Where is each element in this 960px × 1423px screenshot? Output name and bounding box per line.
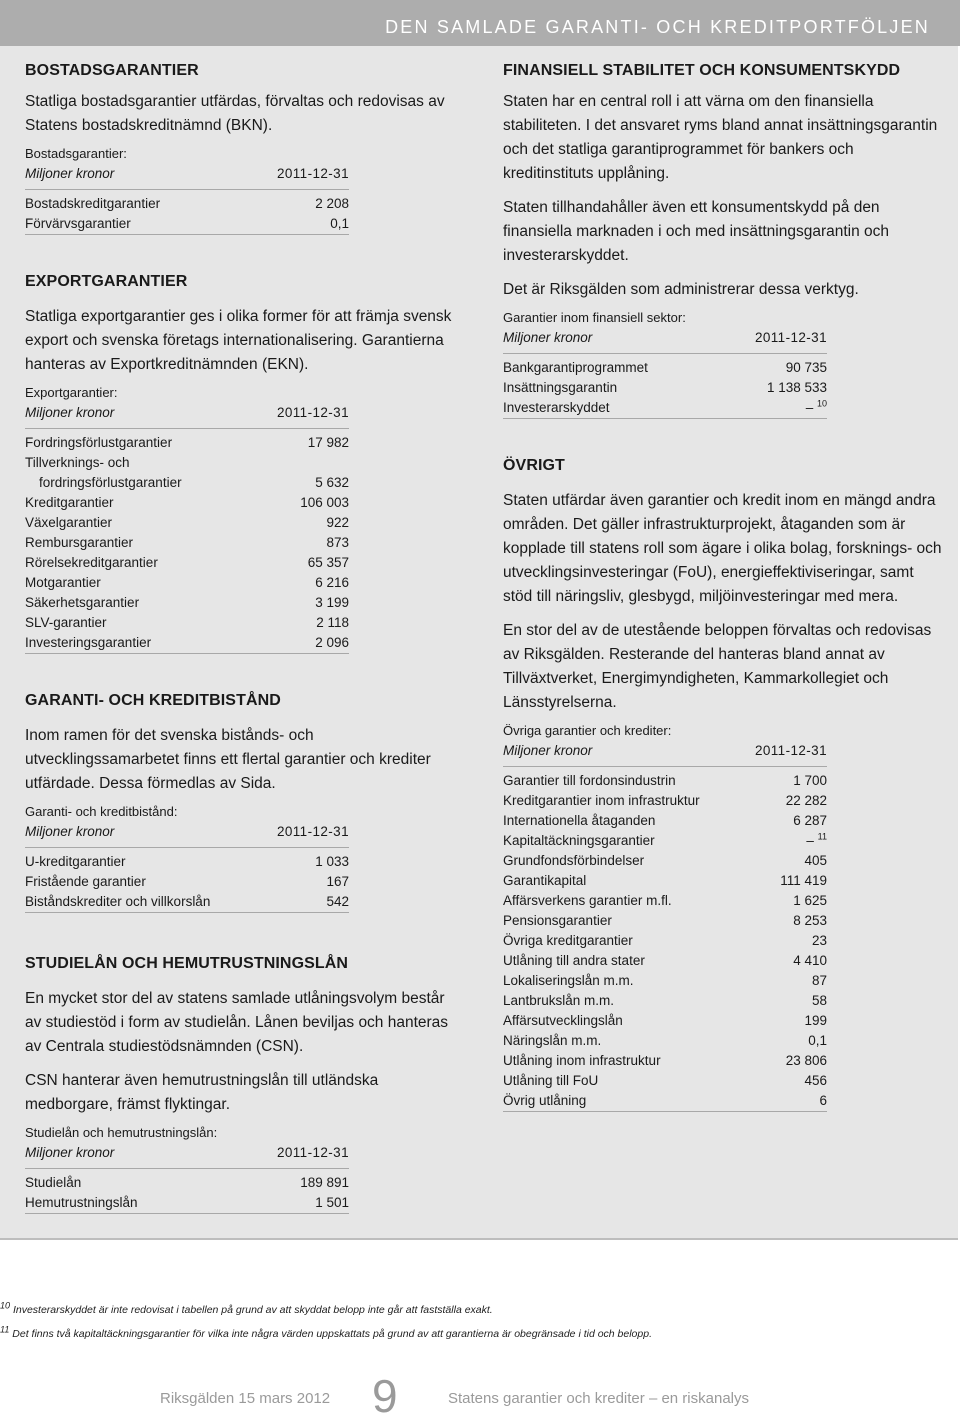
row-value: 5 632 <box>315 475 349 490</box>
row-label: Rörelsekreditgarantier <box>25 555 158 570</box>
row-label: Biståndskrediter och villkorslån <box>25 894 211 909</box>
row-value: 456 <box>804 1073 827 1088</box>
row-value: 65 357 <box>307 555 349 570</box>
table-caption-bostad: Bostadsgarantier: <box>25 146 127 161</box>
table-row <box>25 473 349 493</box>
table-date: 2011-12-31 <box>754 330 827 345</box>
row-label: Säkerhetsgarantier <box>25 595 140 610</box>
row-value: 3 199 <box>315 595 349 610</box>
table-date: 2011-12-31 <box>754 743 827 758</box>
table-row <box>503 911 827 931</box>
row-label: U-kreditgarantier <box>25 854 126 869</box>
table-row <box>25 1193 349 1213</box>
section-intro-bostad: Statliga bostadsgarantier utfärdas, förvaltas och redovisas av Statens bostadskreditnämnd (BKN). <box>25 93 445 134</box>
table-row <box>503 891 827 911</box>
row-value: 1 033 <box>315 854 349 869</box>
table-row <box>25 613 349 633</box>
table-export <box>25 433 455 654</box>
row-label: Rembursgarantier <box>25 535 134 550</box>
footnote <box>0 1324 960 1341</box>
table-header-bostad <box>25 164 349 190</box>
row-label: Garantikapital <box>503 873 587 888</box>
table-end-rule <box>25 1213 349 1214</box>
row-label: Växelgarantier <box>25 515 113 530</box>
table-row <box>503 791 827 811</box>
row-label: Grundfondsförbindelser <box>503 853 645 868</box>
table-date: 2011-12-31 <box>276 824 349 839</box>
table-row <box>25 194 349 214</box>
row-value: 1 700 <box>793 773 827 788</box>
table-row <box>25 214 349 234</box>
row-label: Garantier till fordonsindustrin <box>503 773 676 788</box>
row-value: 0,1 <box>330 216 349 231</box>
row-label: Hemutrustningslån <box>25 1195 138 1210</box>
row-label: Insättningsgarantin <box>503 380 618 395</box>
table-row <box>503 771 827 791</box>
row-value: 0,1 <box>808 1033 827 1048</box>
table-row <box>503 378 827 398</box>
row-label: Bankgarantiprogrammet <box>503 360 648 375</box>
table-date: 2011-12-31 <box>276 166 349 181</box>
table-row <box>503 1031 827 1051</box>
footnote <box>0 1300 960 1317</box>
table-unit: Miljoner kronor <box>503 743 593 758</box>
row-value: 922 <box>326 515 349 530</box>
row-value: 167 <box>326 874 349 889</box>
row-label: Kapitaltäckningsgarantier <box>503 833 655 848</box>
row-value: 1 138 533 <box>766 380 827 395</box>
row-value: 2 208 <box>315 196 349 211</box>
table-row <box>503 1091 827 1111</box>
table-ovrigt <box>503 771 943 1112</box>
row-label: Bostadskreditgarantier <box>25 196 161 211</box>
row-value <box>806 398 827 418</box>
row-label: Utlåning inom infrastruktur <box>503 1053 661 1068</box>
table-row <box>503 851 827 871</box>
row-value: 111 419 <box>780 873 827 888</box>
row-value: 873 <box>326 535 349 550</box>
footnote-text: Investerarskyddet är inte redovisat i tabellen på grund av att skyddat belopp inte går att fastställa exakt. <box>12 1304 493 1316</box>
table-row <box>25 872 349 892</box>
table-header-bistand <box>25 822 349 848</box>
table-row <box>503 398 827 418</box>
row-value: 58 <box>811 993 827 1008</box>
table-end-rule <box>25 653 349 654</box>
table-date: 2011-12-31 <box>276 1145 349 1160</box>
row-value: 90 735 <box>785 360 827 375</box>
section-heading-bistand: GARANTI- OCH KREDITBISTÅND <box>25 692 281 709</box>
footer-publisher-date: Riksgälden 15 mars 2012 <box>160 1390 331 1407</box>
table-row <box>503 951 827 971</box>
footer-report-title: Statens garantier och krediter – en riskanalys <box>448 1390 749 1407</box>
table-row <box>25 633 349 653</box>
footnote-text: Det finns två kapitaltäckningsgarantier för vilka inte några värden uppskattats på grund av att garantierna är obegränsade i tid och belopp. <box>12 1328 652 1340</box>
row-label: Internationella åtaganden <box>503 813 656 828</box>
table-row <box>503 971 827 991</box>
row-label: Lokaliseringslån m.m. <box>503 973 634 988</box>
table-row <box>503 811 827 831</box>
row-label: Fristående garantier <box>25 874 146 889</box>
table-caption-ovrigt: Övriga garantier och krediter: <box>503 723 672 738</box>
footnotes <box>0 1300 960 1351</box>
table-row <box>25 533 349 553</box>
table-row <box>503 931 827 951</box>
row-value: 22 282 <box>785 793 827 808</box>
table-header-export <box>25 403 349 429</box>
table-caption-finans: Garantier inom finansiell sektor: <box>503 310 686 325</box>
section-heading-finans: FINANSIELL STABILITET OCH KONSUMENTSKYDD <box>503 62 901 79</box>
row-label: Kreditgarantier <box>25 495 114 510</box>
table-unit: Miljoner kronor <box>503 330 593 345</box>
table-unit: Miljoner kronor <box>25 405 115 420</box>
row-label: Investerarskyddet <box>503 400 610 415</box>
row-value: 6 216 <box>315 575 349 590</box>
row-label: Investeringsgarantier <box>25 635 152 650</box>
table-unit: Miljoner kronor <box>25 824 115 839</box>
header-bar <box>0 0 960 46</box>
table-row <box>503 991 827 1011</box>
table-row <box>25 433 349 453</box>
table-row <box>25 513 349 533</box>
row-label: Lantbrukslån m.m. <box>503 993 615 1008</box>
section-heading-bostad: BOSTADSGARANTIER <box>25 62 199 79</box>
table-end-rule <box>25 912 349 913</box>
page-footer <box>0 1370 960 1422</box>
section-intro-studie: En mycket stor del av statens samlade utlåningsvolym består av studiestöd i form av studielån. Lånen beviljas och hanteras av Centrala studiestödsnämnden (CSN). <box>25 990 449 1055</box>
left-column <box>25 62 455 1214</box>
table-row <box>503 1071 827 1091</box>
page-number: 9 <box>372 1370 398 1422</box>
table-caption-studie: Studielån och hemutrustningslån: <box>25 1125 218 1140</box>
row-label: Studielån <box>25 1175 82 1190</box>
row-value: 23 806 <box>785 1053 827 1068</box>
page-header-title: DEN SAMLADE GARANTI- OCH KREDITPORTFÖLJEN <box>385 17 930 37</box>
row-value: 17 982 <box>307 435 349 450</box>
row-value: 6 <box>819 1093 827 1108</box>
table-bistand <box>25 852 455 913</box>
section-text-finans-3: Det är Riksgälden som administrerar dessa verktyg. <box>503 281 859 298</box>
section-intro-export: Statliga exportgarantier ges i olika former för att främja svensk export och svenska företags internationalisering. Garantierna hanteras av Exportkreditnämnden (EKN). <box>25 308 452 373</box>
table-date: 2011-12-31 <box>276 405 349 420</box>
row-label: Övrig utlåning <box>503 1093 587 1108</box>
table-row <box>25 593 349 613</box>
row-value: 1 625 <box>793 893 827 908</box>
table-finans <box>503 358 943 419</box>
table-row <box>503 1051 827 1071</box>
row-value: 6 287 <box>793 813 827 828</box>
row-label: Utlåning till FoU <box>503 1073 599 1088</box>
section-text-ovrigt-2: En stor del av de utestående beloppen förvaltas och redovisas av Riksgälden. Resterande del hanteras bland annat av Tillväxtverket, Energimyndigheten, Kammarkollegiet och Länsstyrelserna. <box>503 622 932 711</box>
footnote-ref: 10 <box>816 398 827 409</box>
row-value: 23 <box>811 933 827 948</box>
row-value: 405 <box>804 853 827 868</box>
table-end-rule <box>503 1111 827 1112</box>
section-text-finans-2: Staten tillhandahåller även ett konsumentskydd på den finansiella marknaden i och med insättningsgarantin och investerarskyddet. <box>503 199 890 264</box>
row-label: Tillverknings- och <box>25 455 130 470</box>
table-header-studie <box>25 1143 349 1169</box>
row-value: 106 003 <box>300 495 349 510</box>
row-label: Kreditgarantier inom infrastruktur <box>503 793 700 808</box>
table-caption-export: Exportgarantier: <box>25 385 118 400</box>
row-value: 1 501 <box>315 1195 349 1210</box>
table-row <box>25 453 349 473</box>
table-row <box>25 852 349 872</box>
row-value-dash: – <box>805 400 814 415</box>
row-label: Övriga kreditgarantier <box>503 933 633 948</box>
section-intro-bistand: Inom ramen för det svenska bistånds- och utvecklingssamarbetet finns ett flertal garantier och krediter utfärdade. Dessa förmedlas av Sida. <box>25 727 431 792</box>
footnote-ref: 11 <box>817 831 827 842</box>
row-label: Fordringsförlustgarantier <box>25 435 173 450</box>
table-caption-bistand: Garanti- och kreditbistånd: <box>25 804 178 819</box>
row-label: Näringslån m.m. <box>503 1033 602 1048</box>
row-value-dash: – <box>806 833 814 848</box>
right-column <box>503 62 943 1112</box>
table-header-finans <box>503 328 827 354</box>
table-unit: Miljoner kronor <box>25 166 115 181</box>
row-label: fordringsförlustgarantier <box>39 475 182 490</box>
table-row <box>25 553 349 573</box>
table-unit: Miljoner kronor <box>25 1145 115 1160</box>
row-label: Affärsverkens garantier m.fl. <box>503 893 672 908</box>
table-end-rule <box>503 418 827 419</box>
table-row <box>503 871 827 891</box>
table-row <box>503 1011 827 1031</box>
footnote-number: 10 <box>0 1300 11 1311</box>
row-value <box>806 831 827 851</box>
row-value: 8 253 <box>793 913 827 928</box>
row-value: 542 <box>326 894 349 909</box>
table-row <box>25 573 349 593</box>
row-value: 189 891 <box>300 1175 349 1190</box>
row-value: 2 118 <box>316 615 349 630</box>
table-end-rule <box>25 234 349 235</box>
table-row <box>25 1173 349 1193</box>
row-value: 4 410 <box>793 953 827 968</box>
table-bostad <box>25 194 455 235</box>
section-intro-studie-2: CSN hanterar även hemutrustningslån till utländska medborgare, främst flyktingar. <box>25 1072 379 1113</box>
row-label: SLV-garantier <box>25 615 107 630</box>
table-row <box>503 831 827 851</box>
section-heading-ovrigt: ÖVRIGT <box>503 457 565 474</box>
row-label: Pensionsgarantier <box>503 913 612 928</box>
row-value: 2 096 <box>315 635 349 650</box>
row-label: Förvärvsgarantier <box>25 216 131 231</box>
row-value: 87 <box>811 973 827 988</box>
table-row <box>25 892 349 912</box>
section-text-finans-1: Staten har en central roll i att värna om den finansiella stabiliteten. I det ansvaret ryms bland annat insättningsgarantin och det statliga garantiprogrammet för bankers och kreditinstituts upplåning. <box>503 93 938 182</box>
table-header-ovrigt <box>503 741 827 767</box>
table-studie <box>25 1173 455 1214</box>
row-label: Affärsutvecklingslån <box>503 1013 623 1028</box>
footnote-number: 11 <box>0 1324 10 1335</box>
row-value: 199 <box>804 1013 827 1028</box>
section-text-ovrigt-1: Staten utfärdar även garantier och kredit inom en mängd andra områden. Det gäller infrastrukturprojekt, åtaganden som är kopplade till statens roll som ägare i olika bolag, forsknings- och utvecklingsinvesteringar (FoU), energieffektiviseringar, samt stöd till näringsliv, glesbygd, miljöinvesteringar med mera. <box>503 492 942 605</box>
section-heading-studie: STUDIELÅN OCH HEMUTRUSTNINGSLÅN <box>25 955 349 972</box>
section-heading-export: EXPORTGARANTIER <box>25 273 188 290</box>
table-row <box>25 493 349 513</box>
table-row <box>503 358 827 378</box>
row-label: Utlåning till andra stater <box>503 953 645 968</box>
row-label: Motgarantier <box>25 575 101 590</box>
